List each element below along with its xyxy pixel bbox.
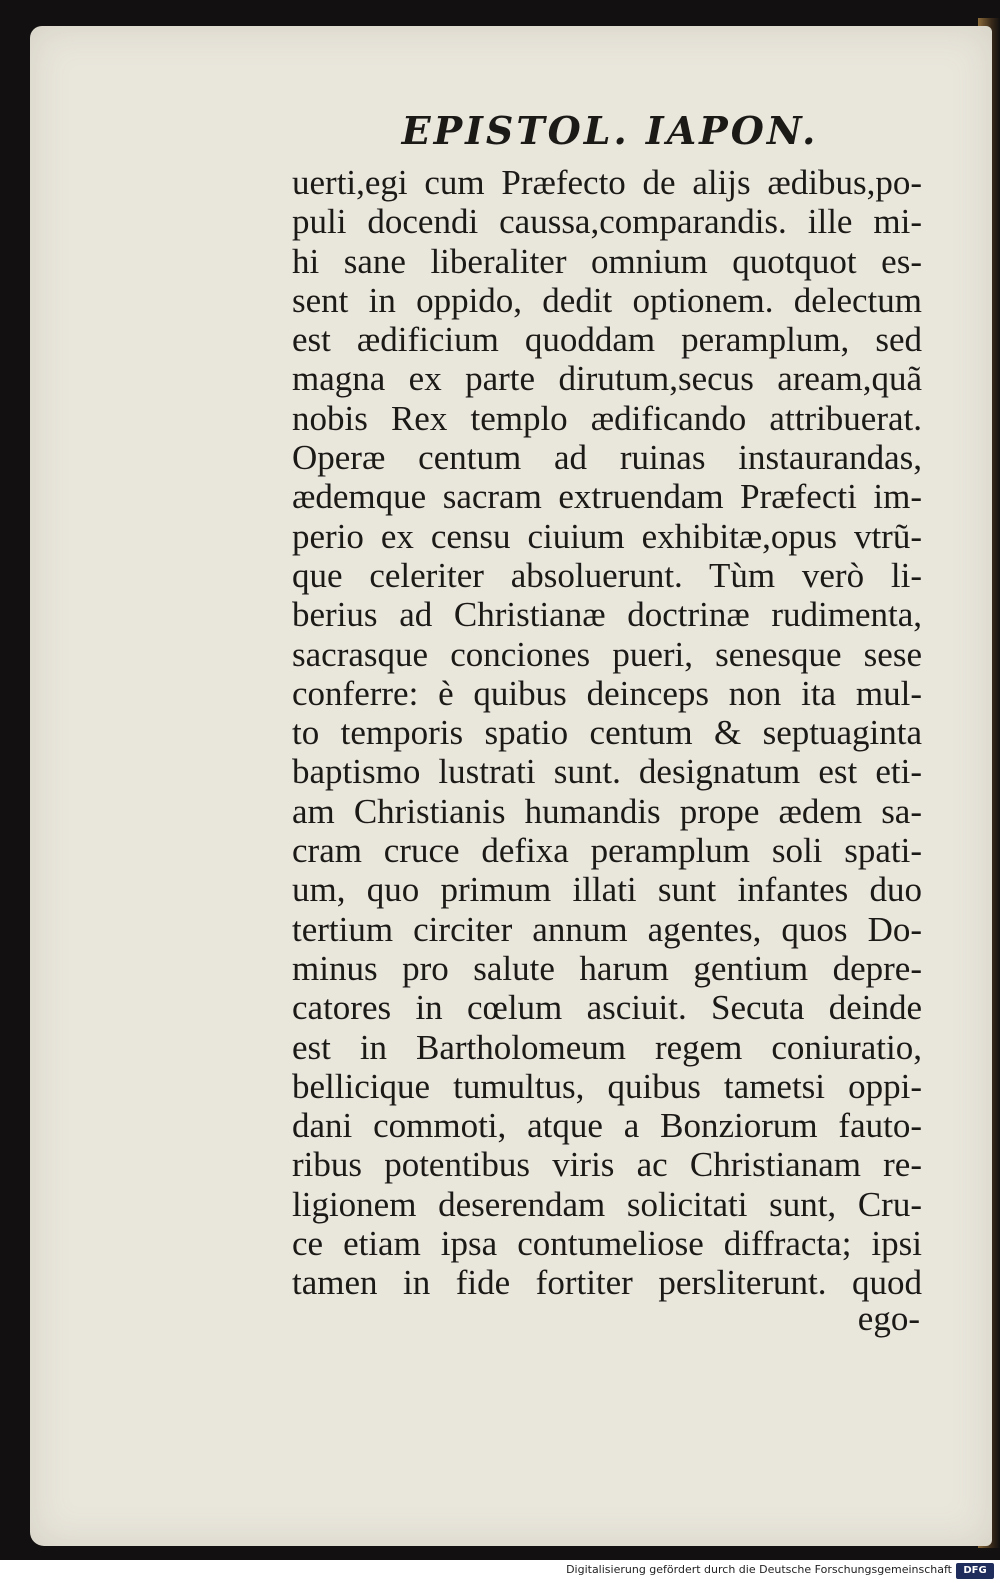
text-line: catores in cœlum asciuit. Secuta deinde bbox=[292, 988, 922, 1028]
text-line: to temporis spatio centum & septuaginta bbox=[292, 713, 922, 753]
text-line: que celeriter absoluerunt. Tùm verò li- bbox=[292, 555, 922, 595]
text-line: est ædificium quoddam peramplum, sed bbox=[292, 320, 922, 360]
text-line: am Christianis humandis prope ædem sa- bbox=[292, 791, 922, 831]
text-line: um, quo primum illati sunt infantes duo bbox=[292, 870, 922, 910]
text-line: perio ex censu ciuium exhibitæ,opus vtrũ- bbox=[292, 516, 922, 556]
catchword: ego- bbox=[857, 1299, 920, 1338]
text-line: tertium circiter annum agentes, quos Do- bbox=[292, 909, 922, 949]
footer-bar bbox=[0, 1560, 1000, 1583]
text-line: berius ad Christianæ doctrinæ rudimenta, bbox=[292, 595, 922, 635]
text-line: ce etiam ipsa contumeliose diffracta; ipsi bbox=[292, 1224, 922, 1264]
text-line: magna ex parte dirutum,secus aream,quã bbox=[292, 359, 922, 399]
dfg-logo-icon: DFG bbox=[956, 1563, 994, 1579]
body-text bbox=[292, 163, 922, 1303]
running-title: EPISTOL. IAPON. bbox=[401, 108, 819, 153]
text-line: ligionem deserendam solicitati sunt, Cru- bbox=[292, 1184, 922, 1224]
text-line: minus pro salute harum gentium depre- bbox=[292, 948, 922, 988]
text-line: sacrasque conciones pueri, senesque sese bbox=[292, 634, 922, 674]
text-line: tamen in fide fortiter persliterunt. quod bbox=[292, 1263, 922, 1303]
text-line: hi sane liberaliter omnium quotquot es- bbox=[292, 241, 922, 281]
text-line: baptismo lustrati sunt. designatum est eti- bbox=[292, 752, 922, 792]
text-line: ribus potentibus viris ac Christianam re- bbox=[292, 1145, 922, 1185]
text-line: bellicique tumultus, quibus tametsi oppi- bbox=[292, 1066, 922, 1106]
funding-credit: Digitalisierung gefördert durch die Deutsche Forschungsgemeinschaft bbox=[566, 1563, 952, 1576]
text-line: sent in oppido, dedit optionem. delectum bbox=[292, 280, 922, 320]
text-line: est in Bartholomeum regem coniuratio, bbox=[292, 1027, 922, 1067]
text-line: uerti,egi cum Præfecto de alijs ædibus,po- bbox=[292, 163, 922, 202]
text-line: ædemque sacram extruendam Præfecti im- bbox=[292, 477, 922, 517]
text-line: puli docendi caussa,comparandis. ille mi- bbox=[292, 202, 922, 242]
text-line: dani commoti, atque a Bonziorum fauto- bbox=[292, 1106, 922, 1146]
text-line: Operæ centum ad ruinas instaurandas, bbox=[292, 438, 922, 478]
text-line: nobis Rex templo ædificando attribuerat. bbox=[292, 398, 922, 438]
text-line: cram cruce defixa peramplum soli spati- bbox=[292, 831, 922, 871]
text-line: conferre: è quibus deinceps non ita mul- bbox=[292, 673, 922, 713]
